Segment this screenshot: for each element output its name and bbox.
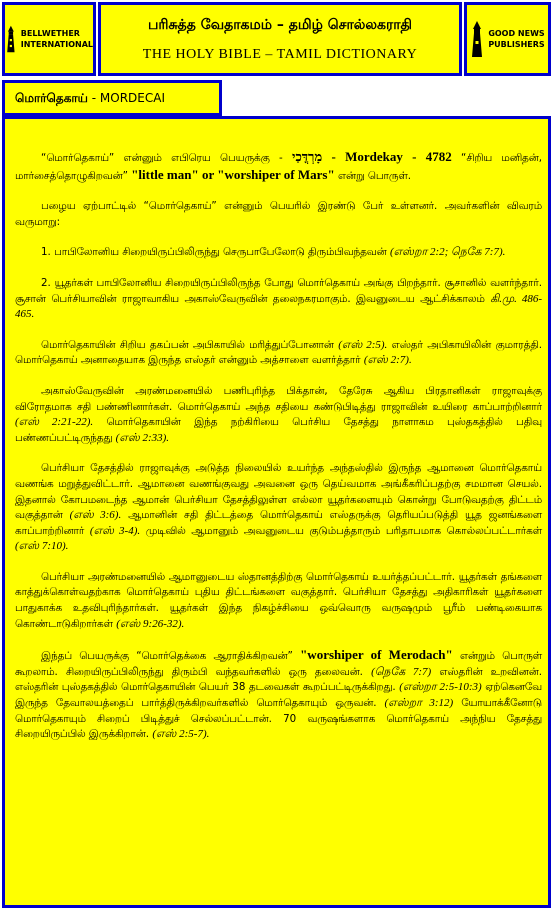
p5-text-a: மொர்தெகாயின் சிறிய தகப்பன் அபிகாயில் மரித்துப்போனான் [41, 338, 339, 351]
paragraph-3 [15, 245, 542, 261]
title-english: THE HOLY BIBLE – TAMIL DICTIONARY [142, 47, 418, 62]
p9-ref-4: (எஸ் 2:5-7). [152, 728, 210, 741]
logo-right-line2: PUBLISHERS [488, 40, 545, 49]
p6-text-b: மொர்தெகாயின் இந்த நற்கிரியை பெர்சிய தேசத்து நாளாகம புஸ்தகத்தில் பதிவு பண்ணப்பட்டிருந்தது [15, 416, 542, 444]
p9-text-d: ஏற்கெனவே இருந்த தேவாலயத்தைப் பார்த்திருக்கிறவர்களில் மொர்தெகாயும் ஒருவன். [15, 681, 543, 710]
paragraph-7 [15, 461, 542, 555]
entry-heading-box [2, 80, 222, 116]
p9-english-meaning: "worshiper of Merodach" [300, 647, 453, 663]
p6-text-a: அகாஸ்வேருவின் அரண்மனையில் பணிபுரிந்த பிக்தான், தேரேசு ஆகிய பிரதானிகள் ராஜாவுக்கு விரோதமாக சதி பண்ணினார்கள். மொர்தெகாய் அந்த சதியை கண்டுபிடித்து ராஜாவின் உயிரை காப்பாற்றினார் [15, 384, 542, 413]
p1-text-d: “சிறிய மனிதன், மார்சைத்தொழுகிறவன்” [15, 152, 542, 182]
paragraph-9 [15, 647, 542, 743]
p7-ref-2: (எஸ் 3-4). [89, 524, 141, 537]
p4-text: 2. யூதர்கள் பாபிலோனிய சிறையிருப்பிலிருந்த போது மொர்தெகாய் அங்கு பிறந்தார். சூசானில் வளர்ந்தார். சூசான் பெர்சியாவின் ராஜாவாகிய அகாஸ்வேருவின் தலைநகரமாகும். இவனுடைய ஆட்சிக்காலம் [15, 276, 542, 305]
p9-text-b: என்றும் பொருள் கூறலாம். சிறையிருப்பிலிருந்து திரும்பி வந்தவர்களில் ஒரு தலைவன். [15, 650, 542, 678]
strongs-number: Mordekay - 4782 [345, 149, 452, 164]
p6-ref-1: (எஸ் 2:21-22). [15, 416, 94, 429]
lighthouse-icon [5, 19, 17, 59]
paragraph-5 [15, 338, 542, 369]
logo-right-box [464, 2, 551, 76]
p9-ref-3: (எஸ்றா 3:12) [384, 697, 454, 710]
entry-separator: - [87, 91, 100, 105]
p6-ref-2: (எஸ் 2:33). [115, 431, 170, 444]
paragraph-2: பழைய ஏற்பாட்டில் “மொர்தெகாய்” என்னும் பெயரில் இரண்டு பேர் உள்ளனர். அவர்களின் விவரம் வருமாறு: [15, 200, 542, 228]
p7-text-b: ஆமானின் சதி திட்டத்தை மொர்தெகாய் எஸ்தருக்கு தெரியப்படுத்தி யூத ஜனங்களை காப்பாற்றினார் [15, 509, 543, 537]
logo-left-line2: INTERNATIONAL [20, 40, 93, 49]
p1-text-b: - [322, 149, 346, 164]
p5-text-b: எஸ்தர் அபிகாயிலின் குமாரத்தி. மொர்தெகாய் அனாதையாக இருந்த எஸ்தர் என்னும் அத்சாளை வளர்த்தார் [15, 338, 542, 367]
p5-ref-1: (எஸ் 2:5). [338, 338, 388, 351]
p7-text-c: முடிவில் ஆமானும் அவனுடைய குடும்பத்தாரும் பரிதாபமாக கொல்லப்பட்டார்கள் [140, 524, 543, 537]
p3-text: 1. பாபிலோனிய சிறையிருப்பிலிருந்து செருபாபேலோடு திரும்பிவந்தவன் [41, 246, 390, 259]
paragraph-6 [15, 384, 542, 446]
entry-heading [15, 91, 165, 107]
p7-ref-1: (எஸ் 3:6). [69, 509, 122, 522]
entry-tamil: மொர்தெகாய் [15, 91, 88, 105]
entry-content [15, 149, 542, 758]
p1-text-f: என்று பொருள். [334, 169, 412, 182]
p4-ref: கி.மு. 486-465. [15, 292, 542, 321]
paragraph-4 [15, 276, 542, 323]
p3-ref: (எஸ்றா 2:2; நெகே 7:7). [389, 246, 506, 259]
title-tamil: பரிசுத்த வேதாகமம் – தமிழ் சொல்லகராதி [148, 17, 412, 33]
p7-ref-3: (எஸ் 7:10). [15, 540, 69, 553]
entry-english: MORDECAI [99, 91, 165, 105]
p9-text-f: யோயாக்கீனோடு மொர்தெகாயும் சிறைப் பிடித்துச் செல்லப்பட்டான். 70 வருஷங்களாக மொர்தெகாய் அந்நிய தேசத்து சிறையிருப்பில் இருக்கிறான். [15, 697, 542, 741]
p8-text: பெர்சியா அரண்மனையில் ஆமானுடைய ஸ்தானத்திற்கு மொர்தெகாய் உயர்த்தப்பட்டார். யூதர்கள் தங்களை காத்துக்கொள்வதற்காக மொர்தெகாய் புதிய திட்டங்களை வகுத்தார். பெர்சியா தேசத்து அதிகாரிகள் யூதர்களை பாதுகாக்க உதவிபுரிந்தார்கள். யூதர்கள் இந்த நிகழ்ச்சியை ஒவ்வொரு வருஷமும் பூரீம் பண்டிகையாக கொண்டாடுகிறார்கள் [15, 570, 542, 630]
bellwether-logo [5, 5, 93, 73]
logo-left-box [2, 2, 96, 76]
logo-right-line1: GOOD NEWS [488, 29, 545, 38]
entry-body [2, 116, 551, 908]
p8-ref: (எஸ் 9:26-32). [116, 617, 185, 630]
p9-ref-2: (எஸ்றா 2:5-10:3) [399, 681, 482, 694]
title-box [98, 2, 462, 76]
hebrew-word: מָרְדֳּכַי [292, 149, 323, 164]
lighthouse-icon [470, 19, 484, 59]
logo-left-line1: BELLWETHER [20, 29, 80, 38]
p9-text-a: இந்தப் பெயருக்கு “மொர்தெக்கை ஆராதிக்கிறவன்” [41, 650, 301, 663]
p1-text-a: “மொர்தெகாய்” என்னும் எபிரெய பெயருக்கு - [41, 152, 293, 164]
paragraph-1 [15, 149, 542, 184]
english-meaning: "little man" or "worshiper of Mars" [131, 166, 335, 182]
p9-text-c: எஸ்தரின் உறவினன். எஸ்தரின் புஸ்தகத்தில் மொர்தெகாயின் பெயர் 38 தடவைகள் கூறப்பட்டிருக்கிறது. [15, 665, 542, 694]
good-news-logo [467, 5, 548, 73]
p5-ref-2: (எஸ் 2:7). [363, 354, 412, 367]
p7-text-a: பெர்சியா தேசத்தில் ராஜாவுக்கு அடுத்த நிலையில் உயர்ந்த அந்தஸ்தில் இருந்த ஆமானை மொர்தெகாய் வணங்க மறுத்துவிட்டார். ஆமானை வணங்குவது அவனை ஒரு தெய்வமாக அங்கீகரிப்பதற்கு சமமான செயல். இதனால் கோபமடைந்த ஆமான் பெர்சியா தேசத்திலுள்ள எல்லா யூதர்களையும் கொன்று போடுவதற்கு திட்டம் வகுத்தான் [15, 462, 542, 522]
p9-ref-1: (நெகே 7:7) [371, 665, 432, 678]
paragraph-8 [15, 570, 542, 632]
